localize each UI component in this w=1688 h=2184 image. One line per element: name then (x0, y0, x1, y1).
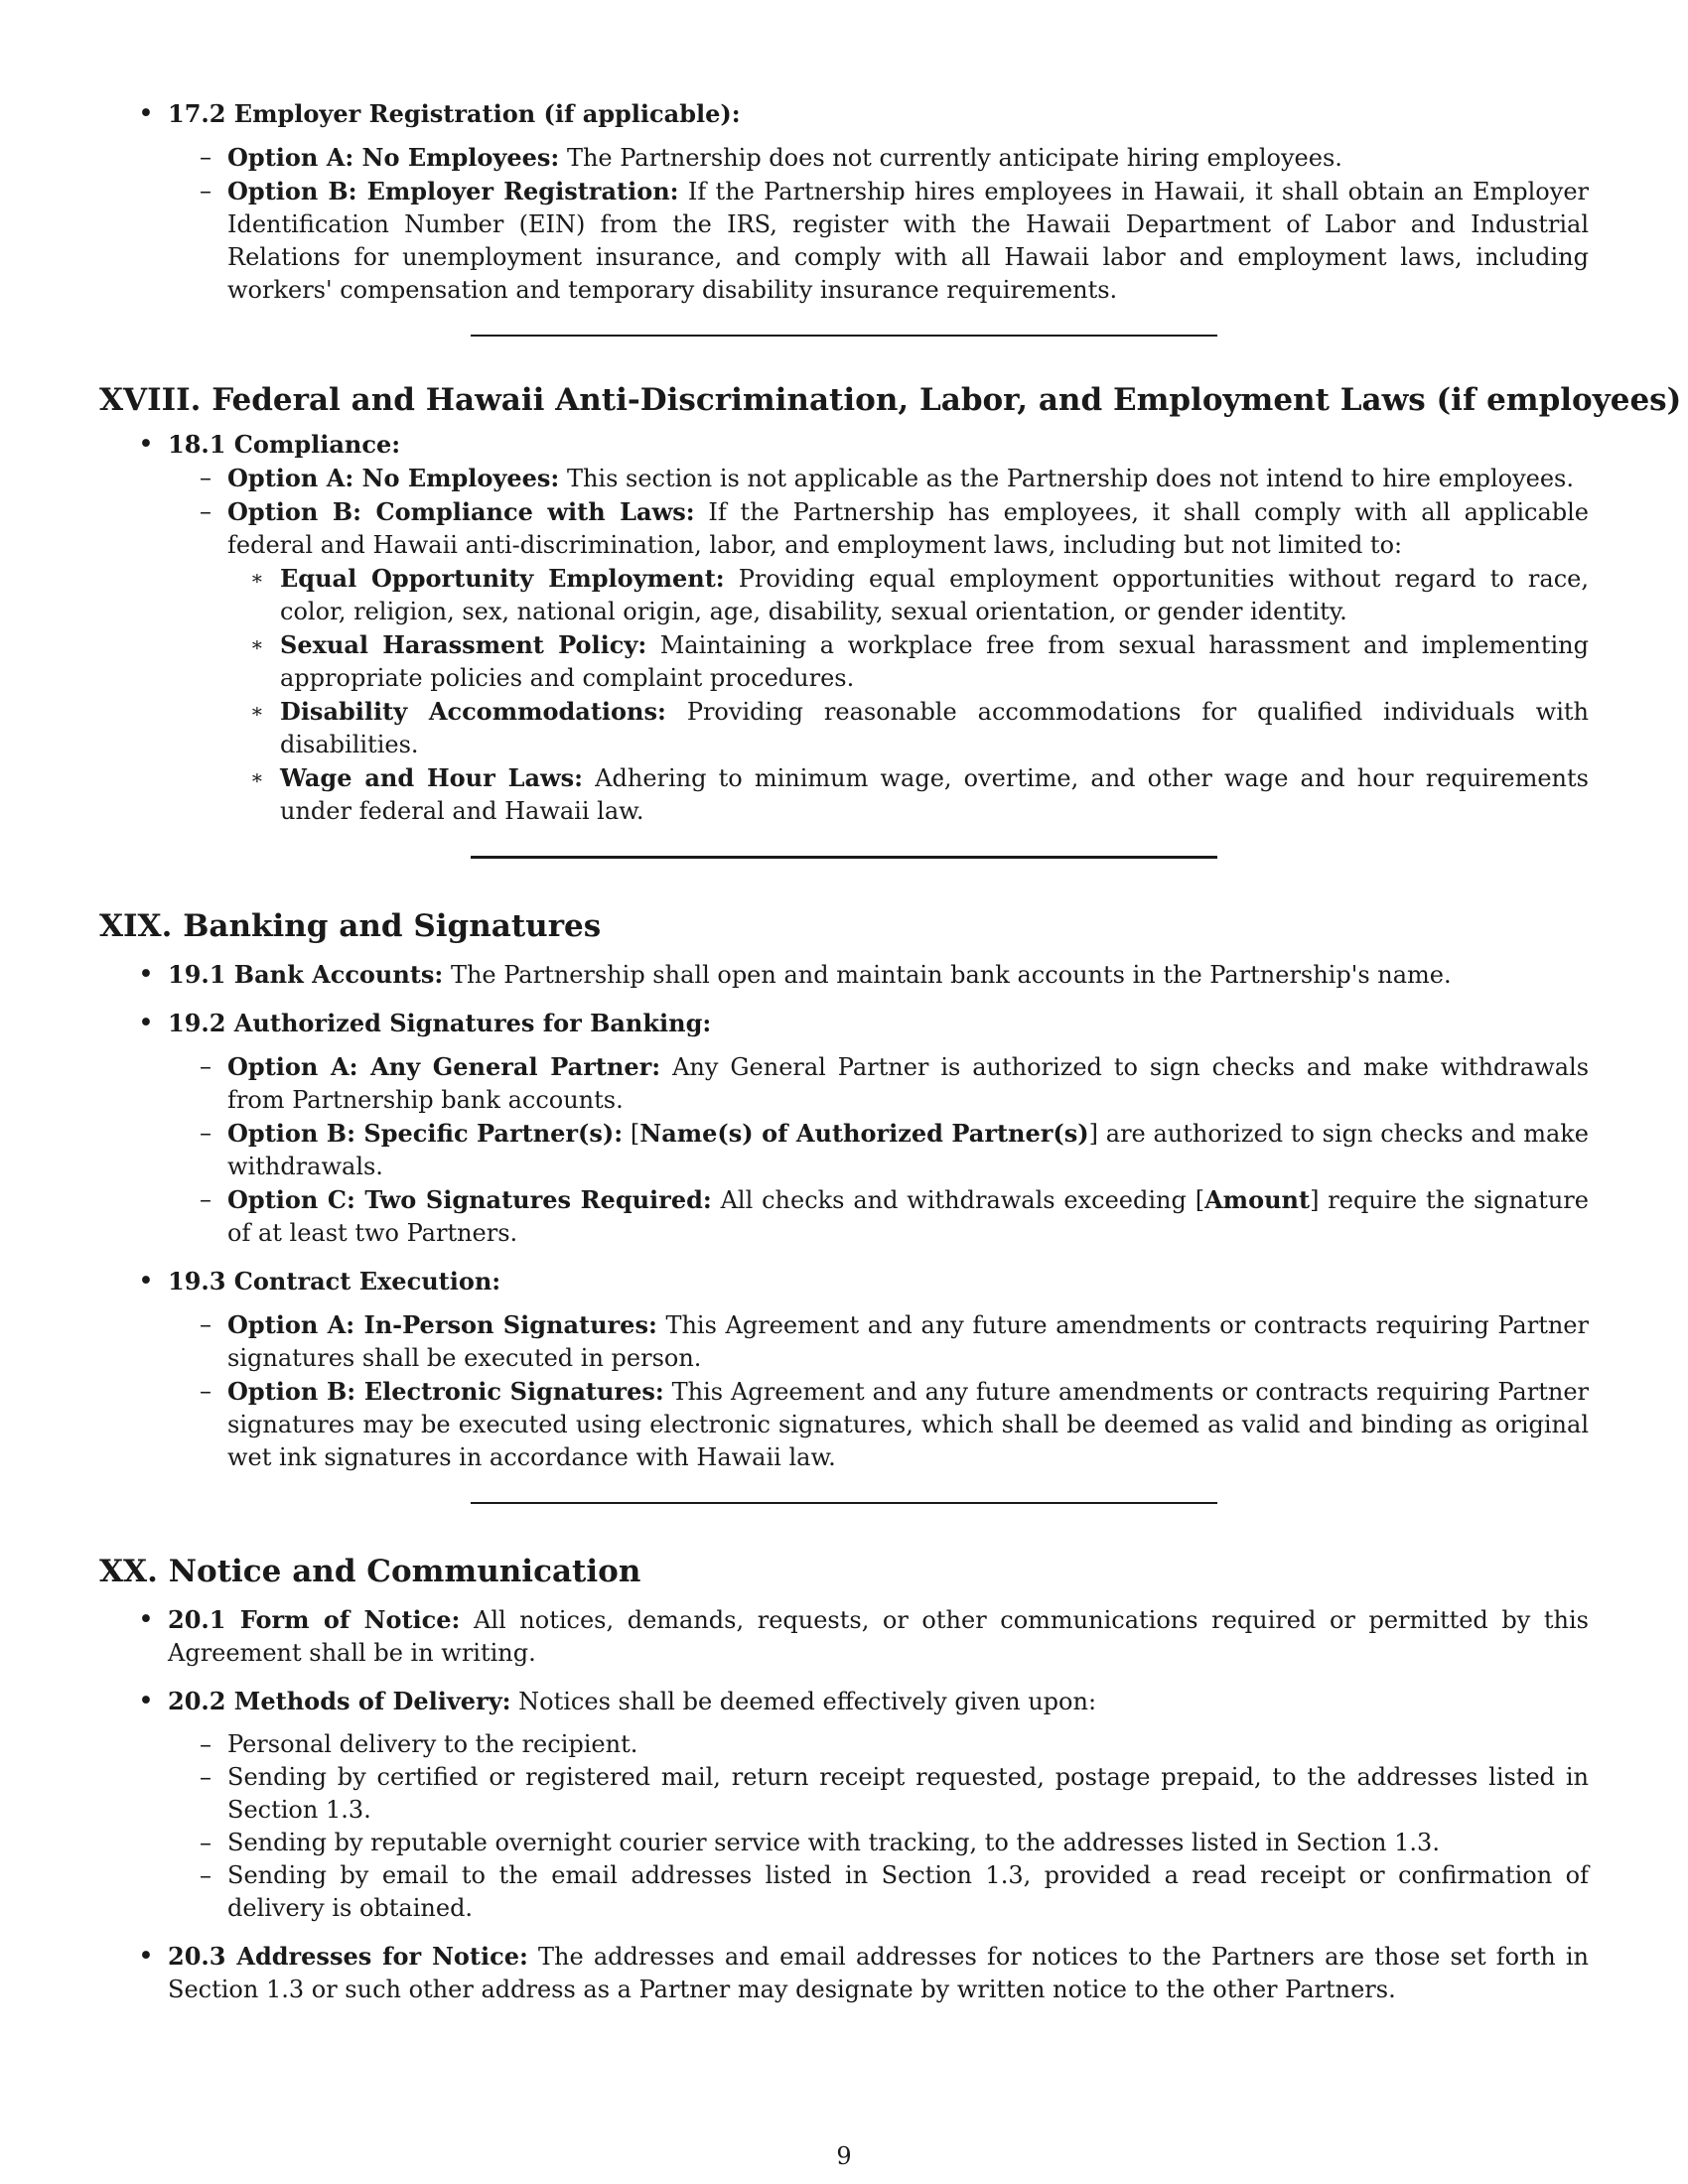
item-17-2 (99, 97, 1589, 131)
option-a (99, 462, 1589, 495)
sub-item-harassment-policy (99, 628, 1589, 695)
bullet-icon: • (138, 98, 154, 129)
option-a (99, 1308, 1589, 1375)
item-label: 20.1 Form of Notice: (168, 1605, 461, 1634)
sub-item-equal-opportunity (99, 562, 1589, 628)
sub-item-disability (99, 695, 1589, 761)
method-text: Sending by reputable overnight courier service with tracking, to the addresses listed in Section 1.3. (227, 1829, 1440, 1856)
option-list-19-3 (99, 1308, 1589, 1474)
sub-item-label: Sexual Harassment Policy: (280, 630, 647, 659)
dash-icon: – (200, 1829, 211, 1856)
option-text: If the Partnership hires employees in Hawaii, it shall obtain an Employer Identification Number (EIN) from the IRS, register with the Hawaii Department of Labor and Industrial Relations for unemployment insurance, and comply with all Hawaii labor and employment laws, including workers' compensation and temporary disability insurance requirements. (227, 178, 1589, 304)
option-text: This section is not applicable as the Partnership does not intend to hire employees. (566, 465, 1574, 492)
item-text: The addresses and email addresses for notices to the Partners are those set forth in Section 1.3 or such other address as a Partner may designate by written notice to the other Partners. (168, 1943, 1589, 2003)
asterisk-icon: ∗ (250, 699, 264, 723)
item-label: 19.1 Bank Accounts: (168, 960, 444, 989)
section-divider (471, 335, 1217, 337)
option-label: Option A: No Employees: (227, 464, 560, 492)
dash-icon: – (200, 464, 211, 491)
delivery-method-courier (99, 1827, 1589, 1859)
sub-item-label: Equal Opportunity Employment: (280, 564, 725, 593)
option-text: The Partnership does not currently anticipate hiring employees. (566, 144, 1342, 172)
option-label: Option B: Electronic Signatures: (227, 1377, 664, 1406)
item-text: The Partnership shall open and maintain bank accounts in the Partnership's name. (450, 961, 1452, 989)
dash-icon: – (200, 1119, 211, 1147)
delivery-method-mail (99, 1761, 1589, 1827)
option-label: Option B: Specific Partner(s): (227, 1119, 624, 1148)
section-heading-xx: XX. Notice and Communication (99, 1554, 641, 1589)
dash-icon: – (200, 1052, 211, 1080)
sub-item-label: Wage and Hour Laws: (280, 763, 584, 792)
sub-item-text: Maintaining a workplace free from sexual harassment and implementing appropriate policies and complaint procedures. (280, 631, 1589, 692)
item-20-2 (99, 1685, 1589, 1718)
placeholder-amount: Amount (1204, 1185, 1311, 1214)
bracket-open: [ (630, 1120, 640, 1148)
item-19-2 (99, 1007, 1589, 1040)
option-label: Option B: Employer Registration: (227, 177, 679, 205)
item-label: 17.2 Employer Registration (if applicable): (168, 99, 741, 128)
dash-icon: – (200, 1861, 211, 1889)
section-divider (471, 1502, 1217, 1504)
bullet-icon: • (138, 1008, 154, 1038)
item-20-1 (99, 1603, 1589, 1670)
option-list-19-2 (99, 1050, 1589, 1250)
bullet-icon: • (138, 1941, 154, 1972)
option-b (99, 175, 1589, 307)
item-18-1 (99, 428, 1589, 462)
dash-icon: – (200, 1185, 211, 1213)
option-text: This Agreement and any future amendments or contracts requiring Partner signatures shall be executed in person. (227, 1311, 1589, 1372)
option-b (99, 495, 1589, 562)
page-content (99, 97, 1682, 2006)
item-19-1 (99, 958, 1589, 992)
delivery-method-email (99, 1859, 1589, 1925)
option-text: If the Partnership has employees, it shall comply with all applicable federal and Hawaii anti-discrimination, labor, and employment laws, including but not limited to: (227, 498, 1589, 559)
item-label: 19.3 Contract Execution: (168, 1267, 501, 1296)
item-label: 18.1 Compliance: (168, 430, 401, 459)
option-a (99, 141, 1589, 175)
method-text: Sending by certified or registered mail, return receipt requested, postage prepaid, to the addresses listed in Section 1.3. (227, 1763, 1589, 1824)
item-19-3 (99, 1265, 1589, 1298)
option-c (99, 1183, 1589, 1250)
method-text: Sending by email to the email addresses listed in Section 1.3, provided a read receipt or confirmation of delivery is obtained. (227, 1861, 1589, 1922)
bullet-icon: • (138, 429, 154, 460)
item-label: 20.3 Addresses for Notice: (168, 1942, 528, 1971)
option-label: Option A: No Employees: (227, 143, 560, 172)
option-a (99, 1050, 1589, 1117)
bullet-icon: • (138, 1266, 154, 1297)
dash-icon: – (200, 1377, 211, 1405)
option-text: are authorized to sign checks and make withdrawals. (227, 1120, 1590, 1180)
sub-item-text: Providing reasonable accommodations for qualified individuals with disabilities. (280, 698, 1589, 758)
sub-item-label: Disability Accommodations: (280, 697, 666, 726)
option-text: This Agreement and any future amendments or contracts requiring Partner signatures may be executed using electronic signatures, which shall be deemed as valid and binding as original wet ink signatures in accordance with Hawaii law. (227, 1378, 1589, 1471)
item-label: 20.2 Methods of Delivery: (168, 1687, 511, 1715)
option-b (99, 1117, 1589, 1183)
option-text: Any General Partner is authorized to sign checks and make withdrawals from Partnership bank accounts. (227, 1053, 1590, 1114)
option-b (99, 1375, 1589, 1474)
item-text: Notices shall be deemed effectively given upon: (518, 1688, 1097, 1715)
dash-icon: – (200, 1730, 211, 1758)
option-text-start: All checks and withdrawals exceeding [ (720, 1186, 1205, 1214)
asterisk-icon: ∗ (250, 632, 264, 656)
option-label: Option A: In-Person Signatures: (227, 1310, 657, 1339)
bullet-icon: • (138, 959, 154, 990)
option-list-18-1 (99, 462, 1589, 828)
dash-icon: – (200, 143, 211, 171)
dash-icon: – (200, 177, 211, 205)
page-number: 9 (836, 2142, 852, 2170)
option-text-end: ] require the signature of at least two Partners. (227, 1186, 1589, 1247)
delivery-methods-list (99, 1728, 1589, 1925)
asterisk-icon: ∗ (250, 765, 264, 789)
dash-icon: – (200, 1763, 211, 1791)
placeholder-authorized-partners: Name(s) of Authorized Partner(s) (639, 1119, 1089, 1148)
item-20-3 (99, 1940, 1589, 2006)
item-text: All notices, demands, requests, or other communications required or permitted by this Agreement shall be in writing. (168, 1606, 1590, 1667)
sub-item-text: Providing equal employment opportunities without regard to race, color, religion, sex, national origin, age, disability, sexual orientation, or gender identity. (280, 565, 1589, 625)
option-label: Option B: Compliance with Laws: (227, 497, 695, 526)
section-heading-xviii: XVIII. Federal and Hawaii Anti-Discrimination, Labor, and Employment Laws (if employees) (99, 382, 1682, 418)
bullet-icon: • (138, 1686, 154, 1716)
option-label: Option C: Two Signatures Required: (227, 1185, 712, 1214)
option-list-17-2 (99, 141, 1589, 307)
dash-icon: – (200, 497, 211, 525)
delivery-method-personal (99, 1728, 1589, 1761)
dash-icon: – (200, 1310, 211, 1338)
item-label: 19.2 Authorized Signatures for Banking: (168, 1009, 712, 1037)
option-label: Option A: Any General Partner: (227, 1052, 661, 1081)
asterisk-icon: ∗ (250, 566, 264, 590)
bracket-close: ] (1088, 1120, 1099, 1148)
sub-item-text: Adhering to minimum wage, overtime, and other wage and hour requirements under federal and Hawaii law. (280, 764, 1589, 825)
section-heading-xix: XIX. Banking and Signatures (99, 908, 602, 944)
method-text: Personal delivery to the recipient. (227, 1730, 638, 1758)
bullet-icon: • (138, 1604, 154, 1635)
sub-item-wage-hour (99, 761, 1589, 828)
section-divider (471, 856, 1217, 859)
